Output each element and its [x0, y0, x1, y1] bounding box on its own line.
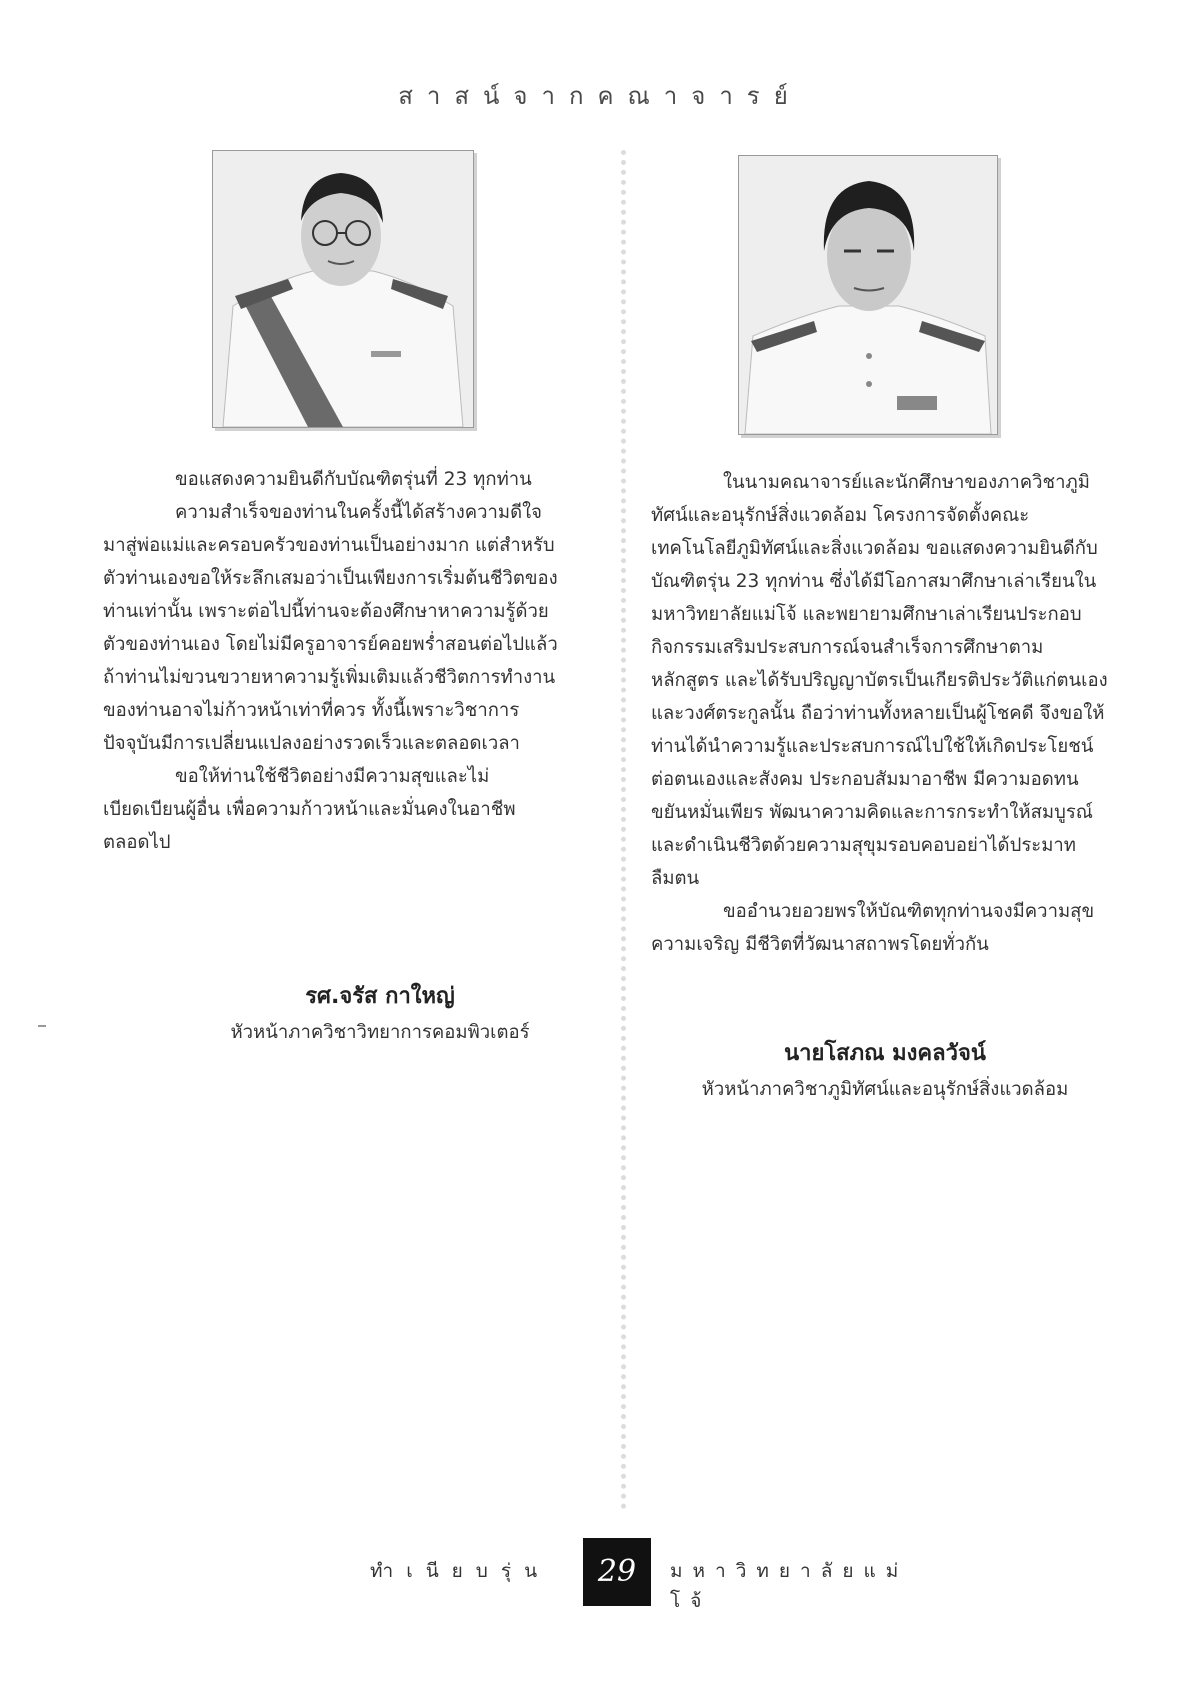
right-paragraph-1: ในนามคณาจารย์และนักศึกษาของภาควิชาภูมิทัศน์และอนุรักษ์สิ่งแวดล้อม โครงการจัดตั้งคณะเทคโนโลยีภูมิทัศน์และสิ่งแวดล้อม ขอแสดงความยินดีกับบัณฑิตรุ่น 23 ทุกท่าน ซึ่งได้มีโอกาสมาศึกษาเล่าเรียนในมหาวิทยาลัยแม่โจ้ และพยายามศึกษาเล่าเรียนประกอบกิจกรรมเสริมประสบการณ์จนสำเร็จการศึกษาตามหลักสูตร และได้รับปริญญาบัตรเป็นเกียรติประวัติแก่ตนเองและวงศ์ตระกูลนั้น ถือว่าท่านทั้งหลายเป็นผู้โชคดี จึงขอให้ท่านได้นำความรู้และประสบการณ์ไปใช้ให้เกิดประโยชน์ต่อตนเองและสังคม ประกอบสัมมาอาชีพ มีความอดทน ขยันหมั่นเพียร พัฒนาความคิดและการกระทำให้สมบูรณ์ และดำเนินชีวิตด้วยความสุขุมรอบคอบอย่าได้ประมาทลืมตน — [651, 472, 1108, 889]
page-header-title: สาสน์จากคณาจารย์ — [398, 82, 802, 110]
footer-right-text: มหาวิทยาลัยแม่โจ้ — [670, 1560, 909, 1612]
left-paragraph-1: ขอแสดงความยินดีกับบัณฑิตรุ่นที่ 23 ทุกท่าน — [175, 469, 532, 490]
footer-left-text: ทำเนียบรุ่น — [370, 1560, 551, 1582]
left-message — [103, 463, 558, 859]
left-signature-title: หัวหน้าภาควิชาวิทยาการคอมพิวเตอร์ — [230, 1022, 530, 1043]
right-signature-title: หัวหน้าภาควิชาภูมิทัศน์และอนุรักษ์สิ่งแวดล้อม — [701, 1079, 1069, 1100]
left-paragraph-3: ขอให้ท่านใช้ชีวิตอย่างมีความสุขและไม่เบียดเบียนผู้อื่น เพื่อความก้าวหน้าและมั่นคงในอาชีพตลอดไป — [103, 766, 516, 853]
right-signature-name: นายโสภณ มงคลวัจน์ — [784, 1041, 986, 1066]
page-number-badge — [583, 1538, 651, 1606]
margin-mark — [38, 1025, 46, 1027]
portrait-photo-icon — [213, 151, 473, 427]
left-signature-name: รศ.จรัส กาใหญ่ — [305, 984, 455, 1009]
column-divider — [621, 150, 626, 1510]
page-number: 29 — [597, 1554, 637, 1589]
right-message — [651, 466, 1111, 961]
portrait-photo-left — [212, 150, 474, 428]
right-paragraph-2: ขออำนวยอวยพรให้บัณฑิตทุกท่านจงมีความสุขความเจริญ มีชีวิตที่วัฒนาสถาพรโดยทั่วกัน — [651, 901, 1095, 955]
portrait-photo-icon — [739, 156, 997, 434]
portrait-photo-right — [738, 155, 998, 435]
left-paragraph-2: ความสำเร็จของท่านในครั้งนี้ได้สร้างความดีใจมาสู่พ่อแม่และครอบครัวของท่านเป็นอย่างมาก แต่สำหรับตัวท่านเองขอให้ระลึกเสมอว่าเป็นเพียงการเริ่มต้นชีวิตของท่านเท่านั้น เพราะต่อไปนี้ท่านจะต้องศึกษาหาความรู้ด้วยตัวของท่านเอง โดยไม่มีครูอาจารย์คอยพร่ำสอนต่อไปแล้ว ถ้าท่านไม่ขวนขวายหาความรู้เพิ่มเติมแล้วชีวิตการทำงานของท่านอาจไม่ก้าวหน้าเท่าที่ควร ทั้งนี้เพราะวิชาการปัจจุบันมีการเปลี่ยนแปลงอย่างรวดเร็วและตลอดเวลา — [103, 502, 558, 754]
